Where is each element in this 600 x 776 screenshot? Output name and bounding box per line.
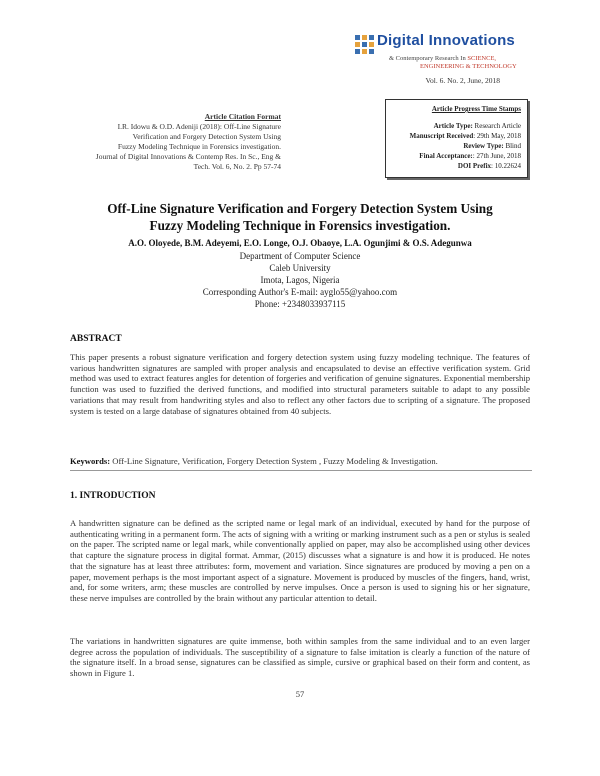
logo-grid-icon [355,35,375,57]
corresponding-email: Corresponding Author's E-mail: ayglo55@yahoo.com [202,287,398,297]
introduction-paragraph-2: The variations in handwritten signatures are quite immense, both within samples from the same individual and to an even larger degree across the population of individuals. The susceptibility of a signature to false imitation is clearly a function of the nature of the signature itself. In a broad sense, signatures can be classified as simple, cursive or graphical based on their form and content, as shown in Figure 1. [70,636,530,679]
page-number: 57 [295,689,305,699]
journal-logo-title: Digital Innovations [377,32,515,49]
citation-line: Verification and Forgery Detection System Using [132,132,281,141]
keywords-label: Keywords: [70,456,111,466]
volume-line: Vol. 6. No. 2, June, 2018 [425,76,500,85]
progress-time-stamps-box [385,99,528,178]
affiliation-university: Caleb University [269,263,331,273]
abstract-text: This paper presents a robust signature verification and forgery detection system using fuzzy modeling technique. The features of various handwritten signatures are sampled with proper analysis and encapsulated to devise an effective verification system. Grid method was used to extract features angles for detention of forgeries and verification of genuine signatures. Exponential membership function was used to fuzzified the derived functions, and modified into structural parameters suitable to adapt to any possible variations that may result from handwriting styles and also to reflect any other factors due to scripting of a signature. The proposed system is tested on a large database of signatures obtained from 40 subjects. [70,352,530,416]
citation-line: Journal of Digital Innovations & Contemp Res. In Sc., Eng & [95,152,281,161]
affiliation-location: Imota, Lagos, Nigeria [260,275,340,285]
divider [70,470,532,471]
progress-row: Article Type: Research Article [433,122,521,130]
affiliation-department: Department of Computer Science [239,251,361,261]
progress-row: Final Acceptance:: 27th June, 2018 [419,152,521,160]
journal-logo-subtitle-2: ENGINEERING & TECHNOLOGY [420,63,517,70]
introduction-heading: 1. INTRODUCTION [70,491,156,501]
journal-logo-subtitle: & Contemporary Research In SCIENCE, [389,55,497,62]
introduction-paragraph-1: A handwritten signature can be defined as the scripted name or legal mark of an individual, executed by hand for the purpose of authenticating writing in a permanent form. The acts of signing with a writing or marking instrument such as a pen or stylus is sealed on the paper. The scripted name or legal mark, while conventionally applied on paper, may also be accomplished using other devices that capture the signature process in digital format. Ammar, (2015) discusses what a signature is and how it is produced. He notes that the signature has at least three attributes: form, movement and variation. Since signatures are produced by moving a pen on a paper, movement perhaps is the most important aspect of a signature. Movement is produced by muscles of the fingers, hand, wrist, and, for some writers, arm; these muscles are controlled by nerve impulses. Once a person is used to signing his or her signature, these nerve impulses are controlled by the brain without any particular attention to detail. [70,518,530,603]
author-list: A.O. Oloyede, B.M. Adeyemi, E.O. Longe, O.J. Obaoye, L.A. Ogunjimi & O.S. Adegunwa [128,238,472,248]
keywords-text: Off-Line Signature, Verification, Forgery Detection System , Fuzzy Modeling & Investigation. [110,456,438,466]
progress-row: Review Type: Blind [463,142,521,150]
keywords [70,456,540,466]
citation-format [81,112,281,172]
progress-heading: Article Progress Time Stamps [431,105,521,113]
citation-line: Tech. Vol. 6, No. 2. Pp 57-74 [193,162,281,171]
citation-line: I.R. Idowu & O.D. Adeniji (2018): Off-Line Signature [117,122,281,131]
citation-heading: Article Citation Format [204,112,281,121]
progress-row: Manuscript Received: 29th May, 2018 [409,132,521,140]
citation-line: Fuzzy Modeling Technique in Forensics investigation. [117,142,281,151]
paper-title: Off-Line Signature Verification and Forgery Detection System Using Fuzzy Modeling Technique in Forensics investigation. [107,201,493,233]
progress-row: DOI Prefix: 10.22624 [457,162,521,170]
corresponding-phone: Phone: +2348033937115 [254,299,346,309]
abstract-heading: ABSTRACT [70,334,122,344]
